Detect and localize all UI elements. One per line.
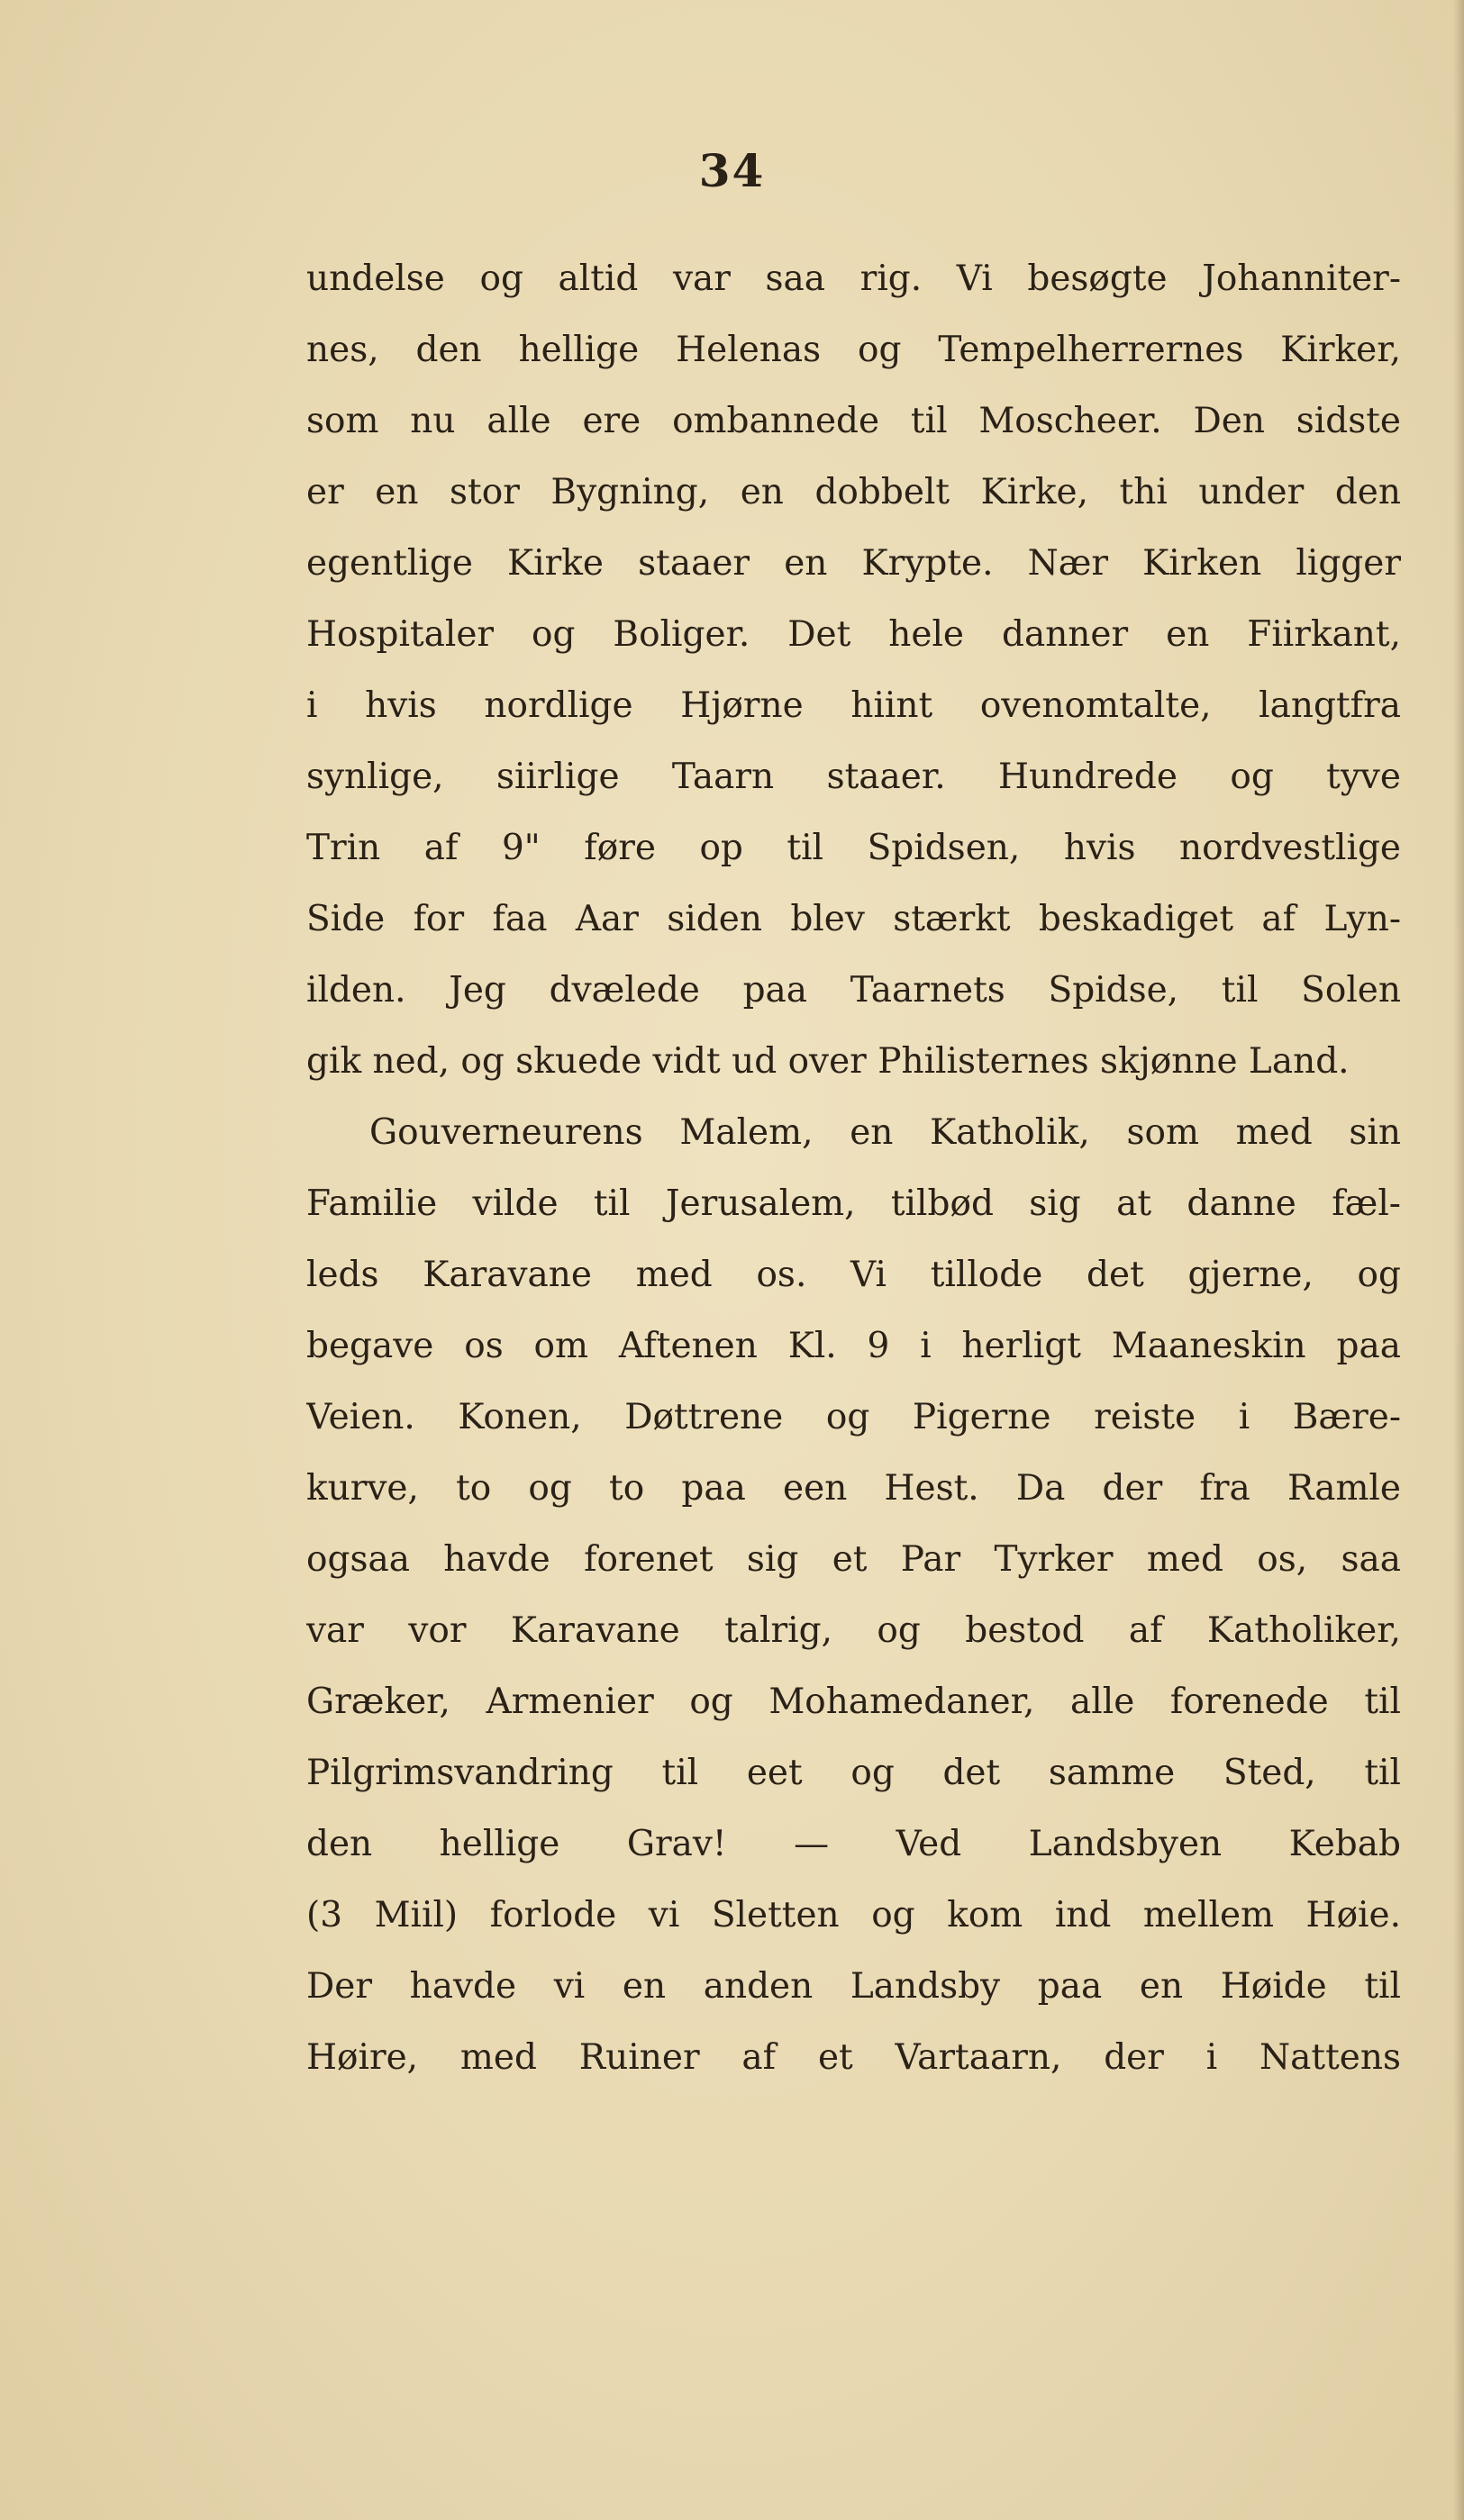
text-line: undelse og altid var saa rig. Vi besøgte Johanniter-: [306, 258, 1401, 299]
text-line: er en stor Bygning, en dobbelt Kirke, thi under den: [306, 472, 1401, 512]
text-line: ilden. Jeg dvælede paa Taarnets Spidse, til Solen: [306, 970, 1401, 1011]
text-line: Pilgrimsvandring til eet og det samme Sted, til: [306, 1753, 1401, 1793]
text-line: begave os om Aftenen Kl. 9 i herligt Maaneskin paa: [306, 1326, 1401, 1366]
text-line: Side for faa Aar siden blev stærkt beskadiget af Lyn-: [306, 899, 1401, 939]
text-line: Græker, Armenier og Mohamedaner, alle forenede til: [306, 1682, 1401, 1722]
text-line: egentlige Kirke staaer en Krypte. Nær Kirken ligger: [306, 543, 1401, 584]
text-line: (3 Miil) forlode vi Sletten og kom ind mellem Høie.: [306, 1895, 1401, 1935]
text-line: leds Karavane med os. Vi tillode det gjerne, og: [306, 1255, 1401, 1295]
text-line: synlige, siirlige Taarn staaer. Hundrede og tyve: [306, 757, 1401, 797]
body-text: [306, 243, 1401, 2093]
text-line: nes, den hellige Helenas og Tempelherrernes Kirker,: [306, 330, 1401, 370]
page-edge-shadow: [1453, 0, 1464, 2520]
text-line: ogsaa havde forenet sig et Par Tyrker med os, saa: [306, 1539, 1401, 1580]
text-line: Veien. Konen, Døttrene og Pigerne reiste i Bære-: [306, 1397, 1401, 1437]
text-line: i hvis nordlige Hjørne hiint ovenomtalte, langtfra: [306, 685, 1401, 726]
text-line: Gouverneurens Malem, en Katholik, som med sin: [369, 1112, 1401, 1153]
text-line: Hospitaler og Boliger. Det hele danner en Fiirkant,: [306, 614, 1401, 655]
text-line: som nu alle ere ombannede til Moscheer. Den sidste: [306, 401, 1401, 441]
text-line: Der havde vi en anden Landsby paa en Høide til: [306, 1966, 1401, 2007]
text-line: Trin af 9" føre op til Spidsen, hvis nordvestlige: [306, 828, 1401, 868]
text-line: kurve, to og to paa een Hest. Da der fra Ramle: [306, 1468, 1401, 1509]
text-line: var vor Karavane talrig, og bestod af Katholiker,: [306, 1610, 1401, 1651]
text-line: gik ned, og skuede vidt ud over Philisternes skjønne Land.: [306, 1041, 1350, 1082]
text-line: Høire, med Ruiner af et Vartaarn, der i Nattens: [306, 2037, 1401, 2078]
page-number: 34: [698, 144, 766, 197]
text-line: den hellige Grav! — Ved Landsbyen Kebab: [306, 1824, 1401, 1864]
text-line: Familie vilde til Jerusalem, tilbød sig at danne fæl-: [306, 1183, 1401, 1224]
